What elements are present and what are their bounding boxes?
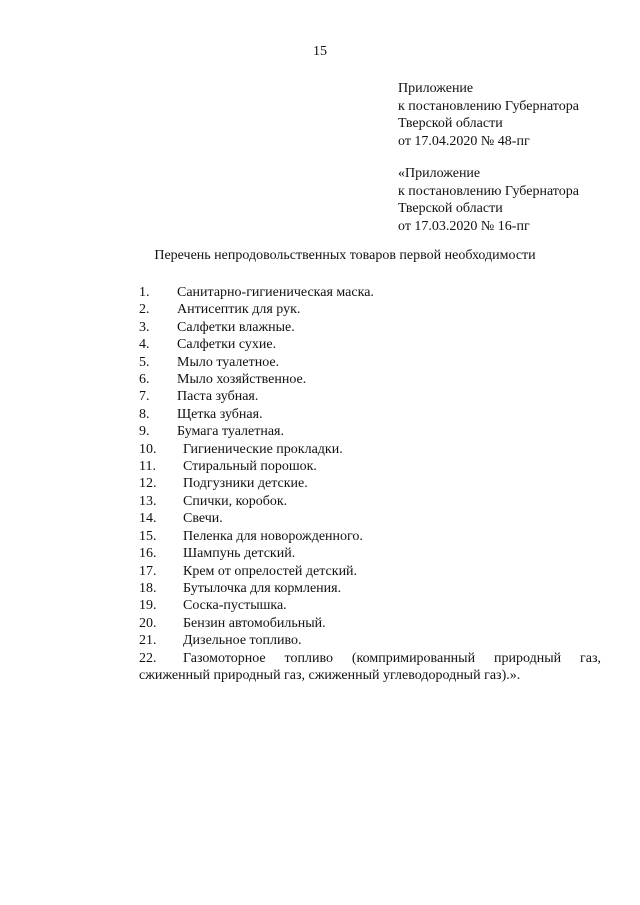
list-title: Перечень непродовольственных товаров первой необходимости — [154, 248, 536, 263]
list-item-number: 9. — [139, 424, 150, 440]
list-item — [139, 371, 601, 388]
list-item-text: Щетка зубная. — [177, 406, 263, 422]
list-item — [139, 545, 601, 562]
page-number: 15 — [313, 44, 327, 59]
list-item — [139, 528, 601, 545]
annex-header-original — [398, 165, 628, 235]
list-item — [139, 423, 601, 440]
list-item-text: Салфетки влажные. — [177, 319, 295, 335]
list-item-number: 4. — [139, 337, 150, 353]
list-item — [139, 632, 601, 649]
list-item-text: Паста зубная. — [177, 389, 259, 405]
list-item-number: 13. — [139, 493, 157, 509]
annex-line: к постановлению Губернатора — [398, 98, 579, 114]
list-item — [139, 475, 601, 492]
list-item-text: Стиральный порошок. — [183, 459, 317, 475]
annex-line: к постановлению Губернатора — [398, 183, 579, 199]
annex-line: Приложение — [398, 81, 474, 96]
list-item-number: 17. — [139, 563, 157, 579]
list-item — [139, 336, 601, 353]
list-item — [139, 354, 601, 371]
list-item-number: 5. — [139, 354, 150, 370]
list-item-number: 19. — [139, 598, 157, 614]
list-item — [139, 388, 601, 405]
list-item — [139, 510, 601, 527]
list-item-number: 18. — [139, 580, 157, 596]
list-item — [139, 458, 601, 475]
list-item-text: Шампунь детский. — [183, 546, 296, 562]
list-item — [139, 406, 601, 423]
list-item-text: Подгузники детские. — [183, 476, 308, 492]
list-item-number: 12. — [139, 476, 157, 492]
list-item — [139, 563, 601, 580]
list-item-text: Гигиенические прокладки. — [183, 441, 343, 457]
annex-line: от 17.03.2020 № 16-пг — [398, 218, 530, 234]
list-item-number: 2. — [139, 302, 150, 318]
list-item-text: Дизельное топливо. — [183, 633, 302, 649]
list-item-text: Свечи. — [183, 511, 223, 527]
list-item-number: 20. — [139, 615, 157, 631]
list-item-text: Бумага туалетная. — [177, 424, 284, 440]
list-item-text: Мыло туалетное. — [177, 354, 280, 370]
list-item-text: Бензин автомобильный. — [183, 615, 326, 631]
list-item-number: 1. — [139, 285, 150, 300]
list-item — [139, 441, 601, 458]
list-item — [139, 597, 601, 614]
list-item-number: 7. — [139, 389, 150, 405]
list-item-text: Санитарно-гигиеническая маска. — [177, 285, 374, 300]
list-item-text: Соска-пустышка. — [183, 598, 287, 614]
list-item-number: 22. — [139, 650, 157, 666]
list-item-number: 21. — [139, 633, 157, 649]
list-item-number: 10. — [139, 441, 157, 457]
annex-line: «Приложение — [398, 166, 481, 181]
list-item-text: Мыло хозяйственное. — [177, 372, 307, 388]
list-item-number: 11. — [139, 459, 156, 475]
list-item-number: 16. — [139, 546, 157, 562]
list-item-number: 3. — [139, 319, 150, 335]
list-item-text: Крем от опрелостей детский. — [183, 563, 358, 579]
list-item-text: Пеленка для новорожденного. — [183, 528, 363, 544]
annex-line: Тверской области — [398, 116, 503, 131]
list-item — [139, 650, 601, 685]
list-item — [139, 301, 601, 318]
list-item-text: Бутылочка для кормления. — [183, 580, 342, 596]
list-item-text: Салфетки сухие. — [177, 337, 277, 353]
annex-header-current — [398, 80, 628, 150]
list-item-text: Антисептик для рук. — [177, 302, 301, 318]
list-item-number: 8. — [139, 406, 150, 422]
list-item-text: Спички, коробок. — [183, 493, 288, 509]
list-item — [139, 580, 601, 597]
list-item — [139, 284, 601, 301]
list-item — [139, 493, 601, 510]
annex-line: от 17.04.2020 № 48-пг — [398, 133, 530, 149]
goods-list — [139, 284, 601, 684]
list-item-number: 14. — [139, 511, 157, 527]
list-item-number: 6. — [139, 372, 150, 388]
list-item — [139, 615, 601, 632]
list-item-number: 15. — [139, 528, 157, 544]
list-item-text: Газомоторное топливо (компримированный природный газ, сжиженный природный газ, сжиженный углеводородный газ).». — [139, 650, 601, 683]
list-item — [139, 319, 601, 336]
annex-line: Тверской области — [398, 201, 503, 216]
